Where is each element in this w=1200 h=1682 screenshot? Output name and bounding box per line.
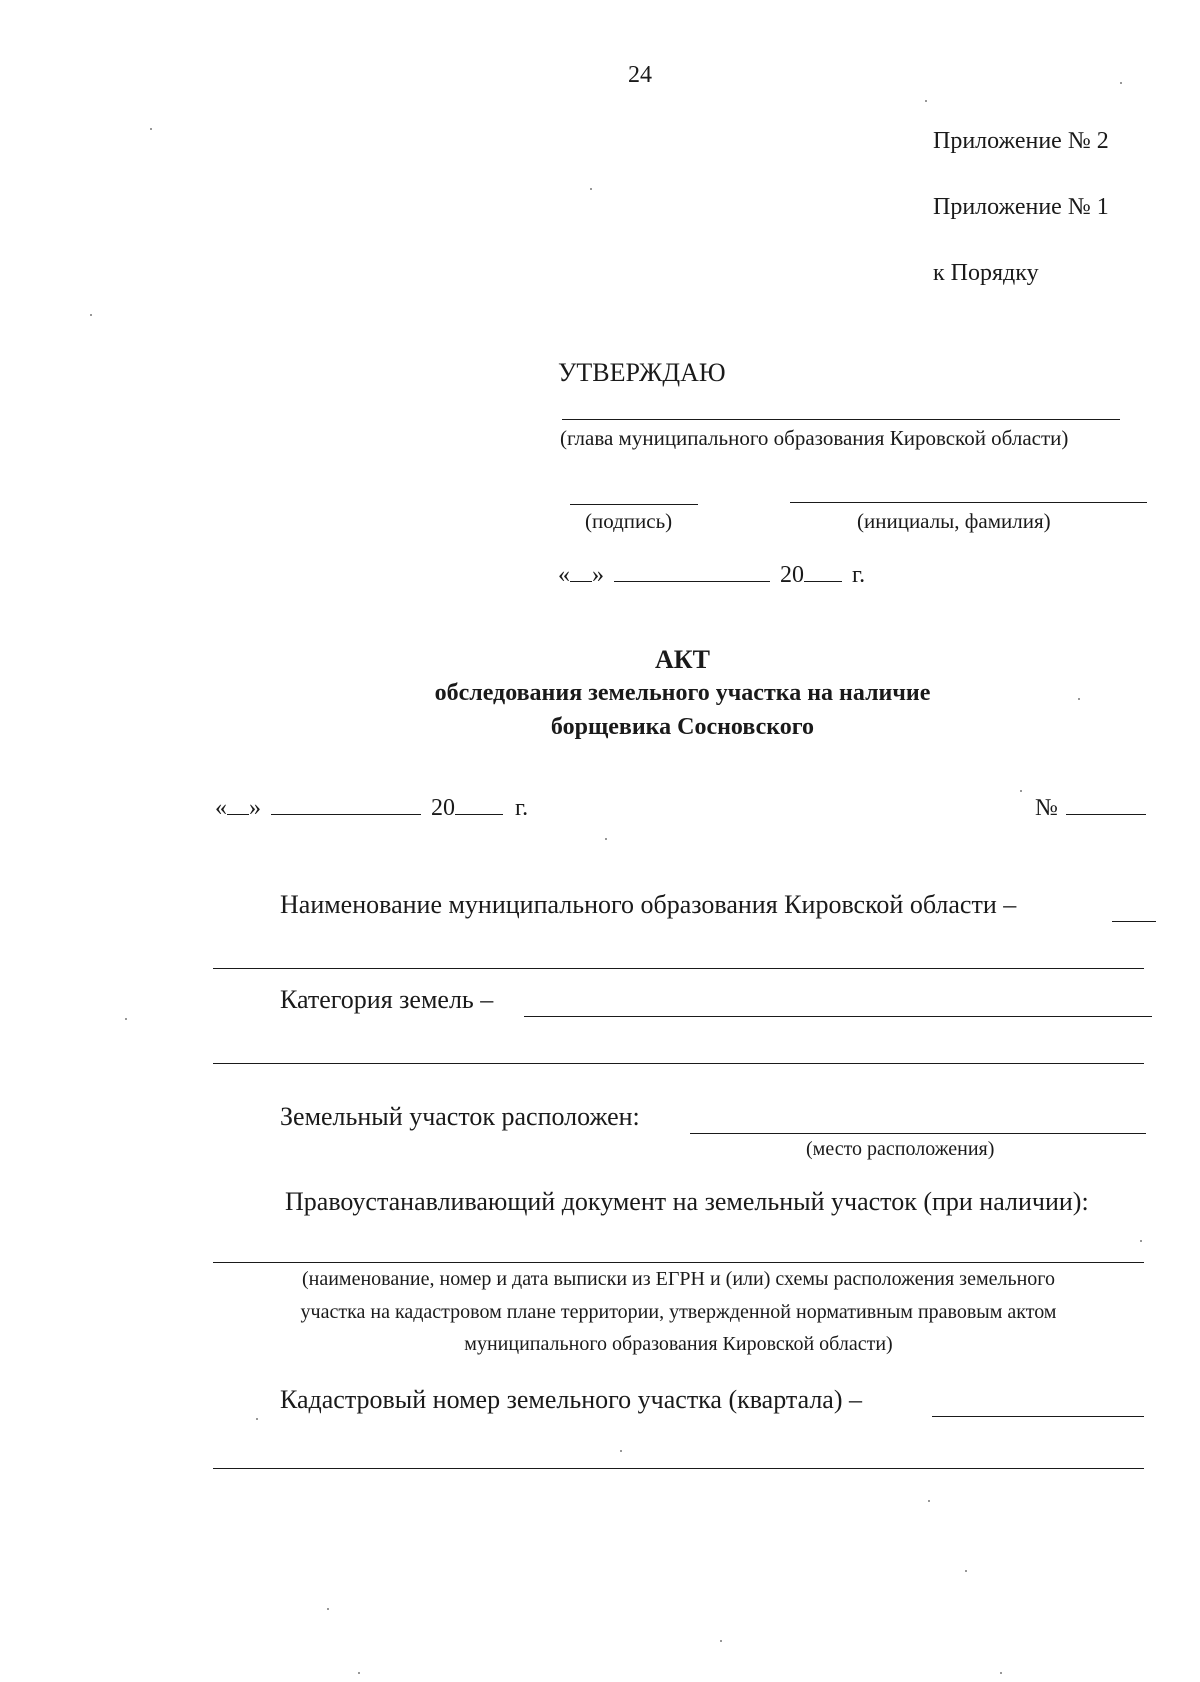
cadastral-label: Кадастровый номер земельного участка (квартала) – bbox=[280, 1385, 863, 1414]
name-line[interactable] bbox=[790, 502, 1147, 503]
cadastral-line[interactable] bbox=[932, 1416, 1144, 1417]
approval-year-prefix: 20 bbox=[780, 562, 804, 588]
title-document-label: Правоустанавливающий документ на земельный участок (при наличии): bbox=[285, 1187, 1089, 1216]
scan-speck bbox=[590, 188, 592, 190]
scan-speck bbox=[125, 1018, 127, 1020]
act-number-label: № bbox=[1035, 795, 1058, 821]
act-number-blank[interactable] bbox=[1066, 794, 1146, 815]
municipality-line[interactable] bbox=[213, 968, 1144, 969]
municipality-line-end[interactable] bbox=[1112, 921, 1156, 922]
scan-speck bbox=[1120, 82, 1122, 84]
land-category-label: Категория земель – bbox=[280, 985, 494, 1014]
appendix-line-2: Приложение № 1 bbox=[933, 194, 1109, 220]
municipality-label: Наименование муниципального образования Кировской области – bbox=[280, 890, 1017, 919]
act-date-close-quote: » bbox=[249, 795, 261, 821]
act-subtitle-line-1: обследования земельного участка на наличие bbox=[434, 680, 931, 706]
act-number bbox=[1035, 794, 1146, 822]
approval-date-open-quote: « bbox=[558, 562, 570, 588]
scan-speck bbox=[1078, 698, 1080, 700]
act-year-prefix: 20 bbox=[431, 795, 455, 821]
act-date bbox=[215, 794, 528, 822]
title-document-caption-line-2: участка на кадастровом плане территории, утвержденной нормативным правовым актом bbox=[300, 1301, 1057, 1323]
location-caption: (место расположения) bbox=[806, 1138, 995, 1160]
scan-speck bbox=[1140, 1240, 1142, 1242]
scan-speck bbox=[327, 1608, 329, 1610]
approval-month-blank[interactable] bbox=[614, 561, 770, 582]
signature-caption: (подпись) bbox=[585, 509, 673, 533]
approval-day-blank[interactable] bbox=[570, 561, 592, 582]
location-label: Земельный участок расположен: bbox=[280, 1102, 640, 1131]
scan-speck bbox=[150, 128, 152, 130]
appendix-line-1: Приложение № 2 bbox=[933, 128, 1109, 154]
appendix-line-3: к Порядку bbox=[933, 260, 1039, 286]
act-month-blank[interactable] bbox=[271, 794, 421, 815]
approval-year-blank[interactable] bbox=[804, 561, 842, 582]
scan-speck bbox=[605, 838, 607, 840]
act-day-blank[interactable] bbox=[227, 794, 249, 815]
approval-date-close-quote: » bbox=[592, 562, 604, 588]
scan-speck bbox=[620, 1450, 622, 1452]
page-number: 24 bbox=[628, 62, 652, 88]
approval-title: УТВЕРЖДАЮ bbox=[558, 358, 726, 387]
scan-speck bbox=[358, 1672, 360, 1674]
scan-speck bbox=[720, 1640, 722, 1642]
approval-year-suffix: г. bbox=[852, 562, 866, 588]
position-caption: (глава муниципального образования Кировской области) bbox=[560, 426, 1069, 450]
scan-speck bbox=[90, 314, 92, 316]
name-caption: (инициалы, фамилия) bbox=[857, 509, 1051, 533]
location-line[interactable] bbox=[690, 1133, 1146, 1134]
title-document-caption-line-3: муниципального образования Кировской области) bbox=[464, 1333, 893, 1355]
signature-line[interactable] bbox=[570, 504, 698, 505]
title-document-line[interactable] bbox=[213, 1262, 1144, 1263]
position-line[interactable] bbox=[562, 419, 1120, 420]
scan-speck bbox=[925, 100, 927, 102]
act-title: АКТ bbox=[655, 645, 710, 674]
scan-speck bbox=[928, 1500, 930, 1502]
cadastral-line-2[interactable] bbox=[213, 1468, 1144, 1469]
scan-speck bbox=[965, 1570, 967, 1572]
act-year-suffix: г. bbox=[515, 795, 529, 821]
approval-date bbox=[558, 561, 865, 589]
scan-speck bbox=[256, 1418, 258, 1420]
scan-speck bbox=[1020, 790, 1022, 792]
act-subtitle-line-2: борщевика Сосновского bbox=[550, 714, 815, 740]
scan-speck bbox=[1000, 1672, 1002, 1674]
act-date-open-quote: « bbox=[215, 795, 227, 821]
land-category-line-2[interactable] bbox=[213, 1063, 1144, 1064]
title-document-caption-line-1: (наименование, номер и дата выписки из ЕГРН и (или) схемы расположения земельного bbox=[301, 1268, 1056, 1290]
land-category-line[interactable] bbox=[524, 1016, 1152, 1017]
act-year-blank[interactable] bbox=[455, 794, 503, 815]
